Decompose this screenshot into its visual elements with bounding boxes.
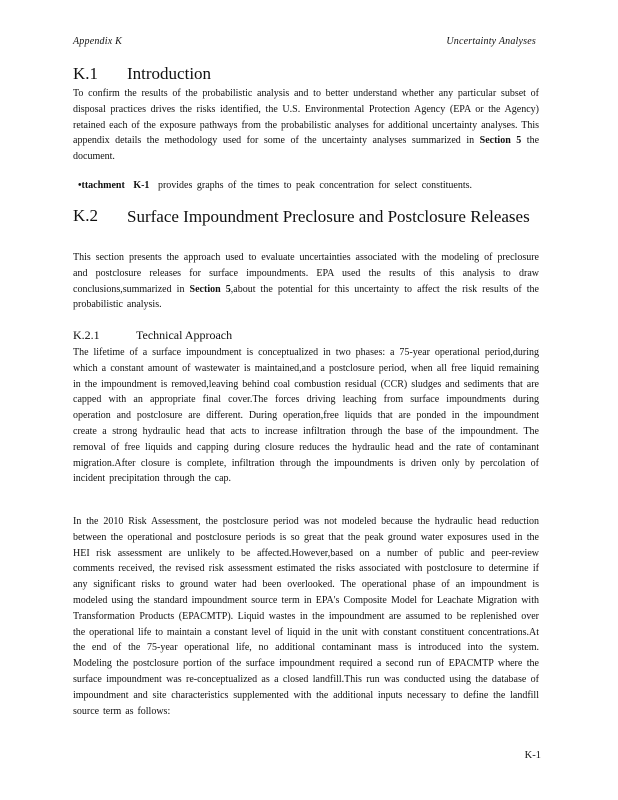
- section-k2-text-end: ,about the potential for this uncertainty to affect the risk results of the probabilistic analysis.: [73, 283, 539, 311]
- section-k2-number: K.2: [73, 206, 99, 225]
- header-right: Uncertainty Analyses: [446, 36, 536, 47]
- section-k1-heading: [73, 64, 211, 84]
- section-k2-number-wrap: [73, 206, 127, 226]
- page-number: K-1: [524, 750, 541, 761]
- section-k1-paragraph: [73, 86, 539, 165]
- section-k1-text-end: the document.: [73, 135, 540, 163]
- section-k2-title: Surface Impoundment Preclosure and Postclosure Releases: [127, 207, 530, 226]
- attachment-text: provides graphs of the times to peak concentration for select constituents.: [153, 180, 473, 191]
- section-k2-text: This section presents the approach used to evaluate uncertainties associated with the modeling of preclosure and postclosure releases for surface impoundments. EPA used the results of this analysis to draw conclusions,summarized in: [73, 252, 539, 295]
- section-k2-ref: Section 5: [189, 283, 231, 295]
- attachment-ref: K-1: [133, 180, 150, 191]
- attachment-mark: •ttachment: [78, 180, 125, 191]
- section-k21-number: K.2.1: [73, 328, 100, 342]
- section-k21-title: Technical Approach: [136, 328, 233, 342]
- section-k21-heading: [73, 328, 232, 343]
- section-k1-ref: Section 5: [479, 135, 522, 147]
- section-k21-paragraph-2: In the 2010 Risk Assessment, the postclosure period was not modeled because the hydraulic head reduction between the operational and postclosure periods is so great that the peak ground water exposures used in the HEI risk assessment are unlikely to be affected.However,based on a number of public and peer-review comments received, the revised risk assessment estimated the risks associated with postclosure to determine if any significant risks to ground water had been overlooked. The operational phase of an impoundment is modeled using the standard impoundment source term in EPA's Composite Model for Leachate Migration with Transformation Products (EPACMTP). Liquid wastes in the impoundment are assumed to be replenished over the operational life to maintain a constant level of liquid in the unit with constant constituent concentrations.At the end of the 75-year operational life, no additional contaminant mass is introduced into the system. Modeling the postclosure portion of the surface impoundment required a second run of EPACMTP where the surface impoundment was re-conceptualized as a closed landfill.This run was conducted using the database of impoundment and site characteristics supplemented with the additional inputs necessary to define the landfill source term as follows:: [73, 516, 539, 717]
- section-k21-paragraph-1: The lifetime of a surface impoundment is conceptualized in two phases: a 75-year operational period,during which a constant amount of wastewater is maintained,and a postclosure period, when all free liquid remaining in the impoundment is removed,leaving behind coal combustion residual (CCR) sludges and sediments that are capped with an appropriate final cover.The forces driving leaching from surface impoundments during operation and postclosure are different. During operation,free liquids that are ponded in the impoundment create a strong hydraulic head that acts to increase infiltration through the base of the impoundment. The removal of free liquids and capping during closure reduces the hydraulic head and the rate of contaminant migration.After closure is complete, infiltration through the impoundments is driven only by percolation of incident precipitation through the cap.: [73, 347, 539, 485]
- section-k2-paragraph: [73, 250, 539, 313]
- section-k1-text: To confirm the results of the probabilistic analysis and to better understand whether any particular subset of disposal practices drives the risks identified, the U.S. Environmental Protection Agency (EPA or the Agency) retained each of the exposure pathways from the probabilistic analyses for additional uncertainty analyses. This appendix details the methodology used for some of the uncertainty analyses summarized in: [73, 88, 539, 147]
- header-left: Appendix K: [73, 36, 122, 47]
- section-k1-title: Introduction: [127, 64, 212, 83]
- attachment-bullet: [78, 178, 538, 193]
- section-k1-number: K.1: [73, 64, 99, 83]
